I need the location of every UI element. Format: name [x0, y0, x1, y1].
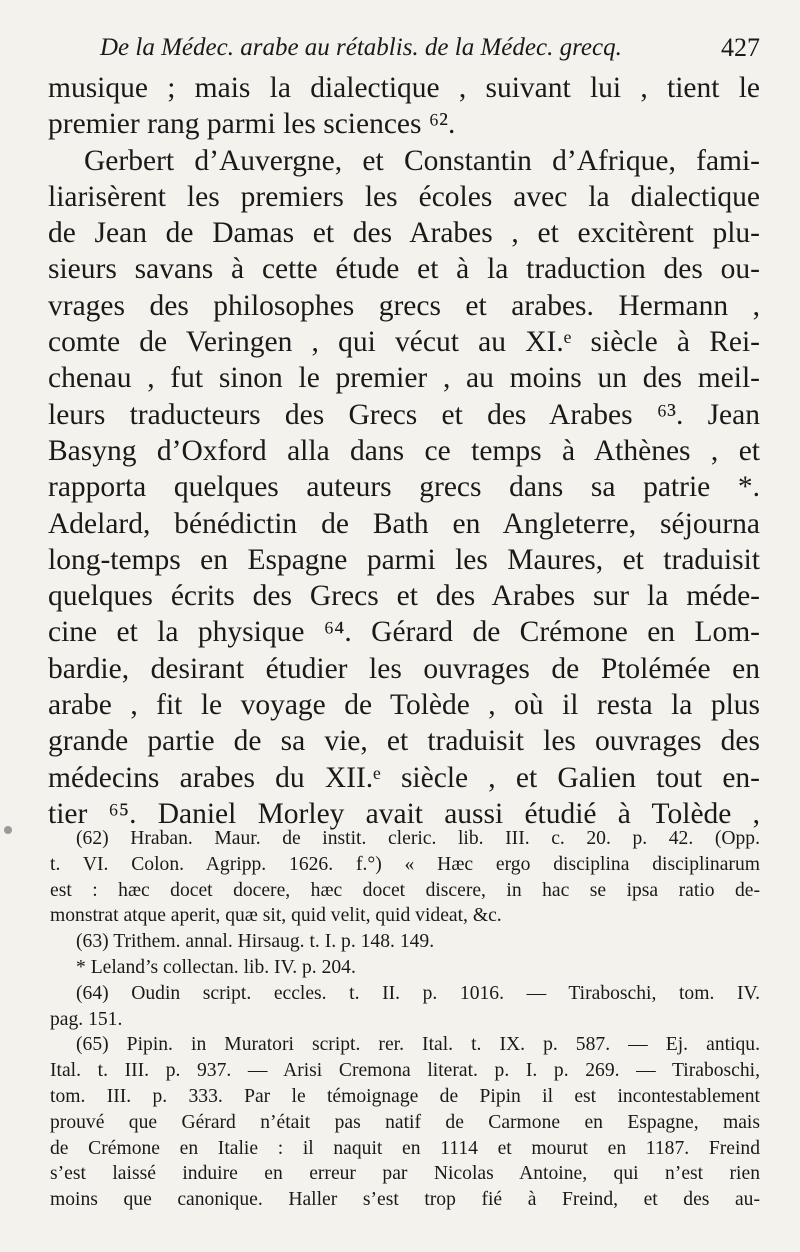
text-line: arabe , fit le voyage de Tolède , où il resta la plus	[48, 689, 760, 722]
footnote-line: (62) Hraban. Maur. de instit. cleric. lib. III. c. 20. p. 42. (Opp.	[76, 828, 760, 849]
footnote-line: * Leland’s collectan. lib. IV. p. 204.	[76, 956, 356, 978]
footnote-line: moins que canonique. Haller s’est trop fié à Freind, et des au-	[50, 1189, 760, 1211]
text-line: cine et la physique ⁶⁴. Gérard de Crémone en Lom-	[48, 616, 760, 649]
text-line: long-temps en Espagne parmi les Maures, et traduisit	[48, 543, 760, 576]
text-line: quelques écrits des Grecs et des Arabes sur la méde-	[48, 580, 760, 613]
footnote-line: Ital. t. III. p. 937. — Arisi Cremona literat. p. I. p. 269. — Tiraboschi,	[50, 1060, 760, 1082]
footnote-line: de Crémone en Italie : il naquit en 1114 et mourut en 1187. Freind	[50, 1137, 760, 1159]
footnote-line: est : hæc docet docere, hæc docet discere, in hac se ipsa ratio de-	[50, 879, 760, 901]
text-line: Adelard, bénédictin de Bath en Angleterre, séjourna	[48, 507, 760, 540]
footnote-line: prouvé que Gérard n’était pas natif de Carmone en Espagne, mais	[50, 1111, 760, 1133]
text-line: vrages des philosophes grecs et arabes. Hermann ,	[48, 289, 760, 322]
text-line: leurs traducteurs des Grecs et des Arabes ⁶³. Jean	[48, 398, 760, 431]
text-line: rapporta quelques auteurs grecs dans sa patrie *.	[48, 471, 760, 504]
text-line: musique ; mais la dialectique , suivant lui , tient le	[48, 72, 760, 104]
footnotes	[50, 826, 760, 1213]
text-line: de Jean de Damas et des Arabes , et excitèrent plu-	[48, 217, 760, 250]
running-head-title: De la Médec. arabe au rétablis. de la Médec. grecq.	[100, 34, 622, 61]
text-line: premier rang parmi les sciences ⁶².	[48, 108, 456, 141]
footnote-line: (65) Pipin. in Muratori script. rer. Ital. t. IX. p. 587. — Ej. antiqu.	[76, 1034, 760, 1056]
main-text	[48, 70, 760, 832]
text-line: liarisèrent les premiers les écoles avec la dialectique	[48, 180, 760, 213]
running-head	[100, 28, 760, 68]
footnote-line: tom. III. p. 333. Par le témoignage de Pipin il est incontestablement	[50, 1085, 760, 1107]
text-line: chenau , fut sinon le premier , au moins un des meil-	[48, 362, 760, 395]
text-line: médecins arabes du XII.ᵉ siècle , et Galien tout en-	[48, 761, 760, 794]
margin-speck	[4, 826, 12, 834]
footnote-line: pag. 151.	[50, 1008, 123, 1030]
text-line: Gerbert d’Auvergne, et Constantin d’Afrique, fami-	[84, 144, 760, 177]
footnote-line: monstrat atque aperit, quæ sit, quid velit, quid videat, &c.	[50, 905, 502, 927]
text-line: tier ⁶⁵. Daniel Morley avait aussi étudié à Tolède ,	[48, 797, 760, 830]
footnote-line: t. VI. Colon. Agripp. 1626. f.°) « Hæc ergo disciplina disciplinarum	[50, 853, 760, 875]
footnote-line: (63) Trithem. annal. Hirsaug. t. I. p. 148. 149.	[76, 931, 435, 953]
page-number: 427	[721, 33, 760, 62]
text-line: Basyng d’Oxford alla dans ce temps à Athènes , et	[48, 434, 760, 467]
footnote-line: (64) Oudin script. eccles. t. II. p. 1016. — Tiraboschi, tom. IV.	[76, 982, 760, 1004]
text-line: comte de Veringen , qui vécut au XI.ᵉ siècle à Rei-	[48, 326, 760, 359]
text-line: sieurs savans à cette étude et à la traduction des ou-	[48, 253, 760, 286]
footnote-line: s’est laissé induire en erreur par Nicolas Antoine, qui n’est rien	[50, 1163, 760, 1185]
text-line: bardie, desirant étudier les ouvrages de Ptolémée en	[48, 652, 760, 685]
text-line: grande partie de sa vie, et traduisit les ouvrages des	[48, 725, 760, 758]
